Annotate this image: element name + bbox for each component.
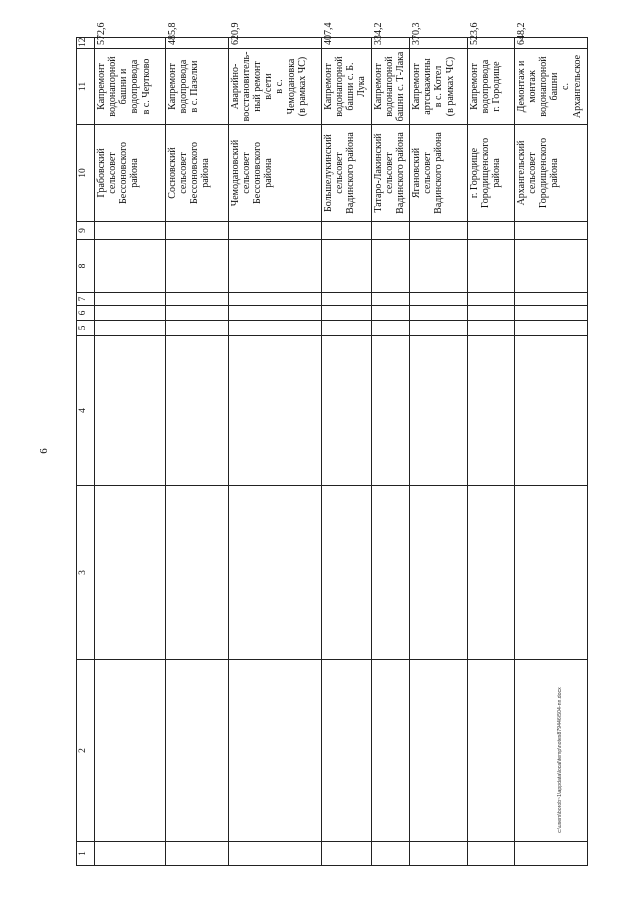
amount-cell: 334,2: [371, 38, 409, 49]
column-number: 12: [77, 38, 95, 49]
empty-cell: [410, 240, 468, 293]
empty-cell: [94, 842, 165, 866]
empty-cell: [371, 336, 409, 486]
work-cell: Капремонт артскважины в с. Котел (в рамках ЧС): [410, 49, 468, 125]
table-row: [228, 38, 321, 866]
empty-cell: [467, 306, 514, 321]
empty-cell: [410, 660, 468, 842]
budget-table: [76, 22, 588, 866]
column-number: 1: [77, 842, 95, 866]
column-number: 11: [77, 49, 95, 125]
empty-cell: [371, 486, 409, 660]
empty-cell: [467, 486, 514, 660]
empty-cell: [371, 222, 409, 240]
amount-cell: 407,4: [321, 38, 371, 49]
column-number: 8: [77, 240, 95, 293]
empty-cell: [165, 293, 228, 306]
empty-cell: [321, 306, 371, 321]
amount-cell: 485,8: [165, 38, 228, 49]
page-number: 6: [38, 448, 50, 454]
empty-cell: [321, 321, 371, 336]
empty-cell: [94, 240, 165, 293]
empty-cell: [94, 321, 165, 336]
column-number: 10: [77, 125, 95, 222]
column-number: 3: [77, 486, 95, 660]
amount-cell: 648,2: [514, 38, 587, 49]
work-cell: Капремонт водонапорной башни с. Б. Лука: [321, 49, 371, 125]
empty-cell: [94, 336, 165, 486]
empty-cell: [467, 336, 514, 486]
empty-cell: [514, 306, 587, 321]
empty-cell: [514, 336, 587, 486]
empty-cell: [410, 336, 468, 486]
work-cell: Капремонт водонапорной башни с. Т-Лака: [371, 49, 409, 125]
empty-cell: [467, 293, 514, 306]
empty-cell: [165, 240, 228, 293]
empty-cell: [410, 486, 468, 660]
table-row: [514, 38, 587, 866]
empty-cell: [165, 306, 228, 321]
empty-cell: [410, 842, 468, 866]
empty-cell: [165, 222, 228, 240]
empty-cell: [321, 660, 371, 842]
empty-cell: [410, 321, 468, 336]
empty-cell: [467, 321, 514, 336]
empty-cell: [514, 222, 587, 240]
empty-cell: [410, 222, 468, 240]
amount-cell: 370,3: [410, 38, 468, 49]
empty-cell: [228, 306, 321, 321]
empty-cell: [371, 240, 409, 293]
empty-cell: [410, 293, 468, 306]
table-row: [321, 38, 371, 866]
file-path-footer: c:\users\borob~1\appdata\local\temp\notes879446\504-nn.docx: [557, 687, 563, 833]
table-row: [371, 38, 409, 866]
area-cell: Ягановский сельсовет Вадинского района: [410, 125, 468, 222]
empty-cell: [165, 486, 228, 660]
empty-cell: [165, 660, 228, 842]
column-number: 7: [77, 293, 95, 306]
empty-cell: [165, 321, 228, 336]
empty-cell: [228, 222, 321, 240]
column-number: 5: [77, 321, 95, 336]
amount-cell: 620,9: [228, 38, 321, 49]
empty-cell: [514, 321, 587, 336]
area-cell: Большелукинский сельсовет Вадинского района: [321, 125, 371, 222]
empty-cell: [514, 293, 587, 306]
work-cell: Демонтаж и монтаж водонапорной башни с. Архангельское: [514, 49, 587, 125]
empty-cell: [94, 222, 165, 240]
table-row: [467, 38, 514, 866]
empty-cell: [321, 336, 371, 486]
empty-cell: [321, 293, 371, 306]
empty-cell: [371, 306, 409, 321]
table-row: [165, 38, 228, 866]
empty-cell: [228, 660, 321, 842]
column-number-row: [77, 38, 95, 866]
amount-cell: 572,6: [94, 38, 165, 49]
empty-cell: [228, 321, 321, 336]
column-number: 6: [77, 306, 95, 321]
empty-cell: [165, 842, 228, 866]
column-number: 2: [77, 660, 95, 842]
table-row: [410, 38, 468, 866]
empty-cell: [371, 293, 409, 306]
area-cell: Сосновский сельсовет Бессоновского района: [165, 125, 228, 222]
empty-cell: [228, 842, 321, 866]
empty-cell: [228, 293, 321, 306]
area-cell: г. Городище Городищенского района: [467, 125, 514, 222]
empty-cell: [321, 222, 371, 240]
empty-cell: [410, 306, 468, 321]
empty-cell: [321, 842, 371, 866]
empty-cell: [514, 240, 587, 293]
column-number: 4: [77, 336, 95, 486]
empty-cell: [467, 240, 514, 293]
amount-cell: 523,6: [467, 38, 514, 49]
empty-cell: [371, 842, 409, 866]
area-cell: Грабовский сельсовет Бессоновского района: [94, 125, 165, 222]
empty-cell: [94, 306, 165, 321]
empty-cell: [514, 842, 587, 866]
area-cell: Татаро-Лакинский сельсовет Вадинского района: [371, 125, 409, 222]
work-cell: Капремонт водонапорной башни и водопровода в с. Чертково: [94, 49, 165, 125]
empty-cell: [371, 660, 409, 842]
empty-cell: [228, 486, 321, 660]
work-cell: Капремонт водопровода г. Городище: [467, 49, 514, 125]
empty-cell: [467, 222, 514, 240]
empty-cell: [94, 486, 165, 660]
table-row: [94, 38, 165, 866]
empty-cell: [514, 660, 587, 842]
empty-cell: [228, 336, 321, 486]
empty-cell: [514, 486, 587, 660]
work-cell: Аварийно- восстановитель- ный ремонт в/сети в с. Чемодановка (в рамках ЧС): [228, 49, 321, 125]
empty-cell: [94, 660, 165, 842]
budget-table-container: [76, 22, 588, 866]
empty-cell: [165, 336, 228, 486]
empty-cell: [371, 321, 409, 336]
area-cell: Архангельский сельсовет Городищенского района: [514, 125, 587, 222]
empty-cell: [321, 486, 371, 660]
empty-cell: [228, 240, 321, 293]
empty-cell: [467, 660, 514, 842]
work-cell: Капремонт водопровода в с. Пазелки: [165, 49, 228, 125]
empty-cell: [467, 842, 514, 866]
area-cell: Чемодановский сельсовет Бессоновского района: [228, 125, 321, 222]
empty-cell: [94, 293, 165, 306]
column-number: 9: [77, 222, 95, 240]
empty-cell: [321, 240, 371, 293]
